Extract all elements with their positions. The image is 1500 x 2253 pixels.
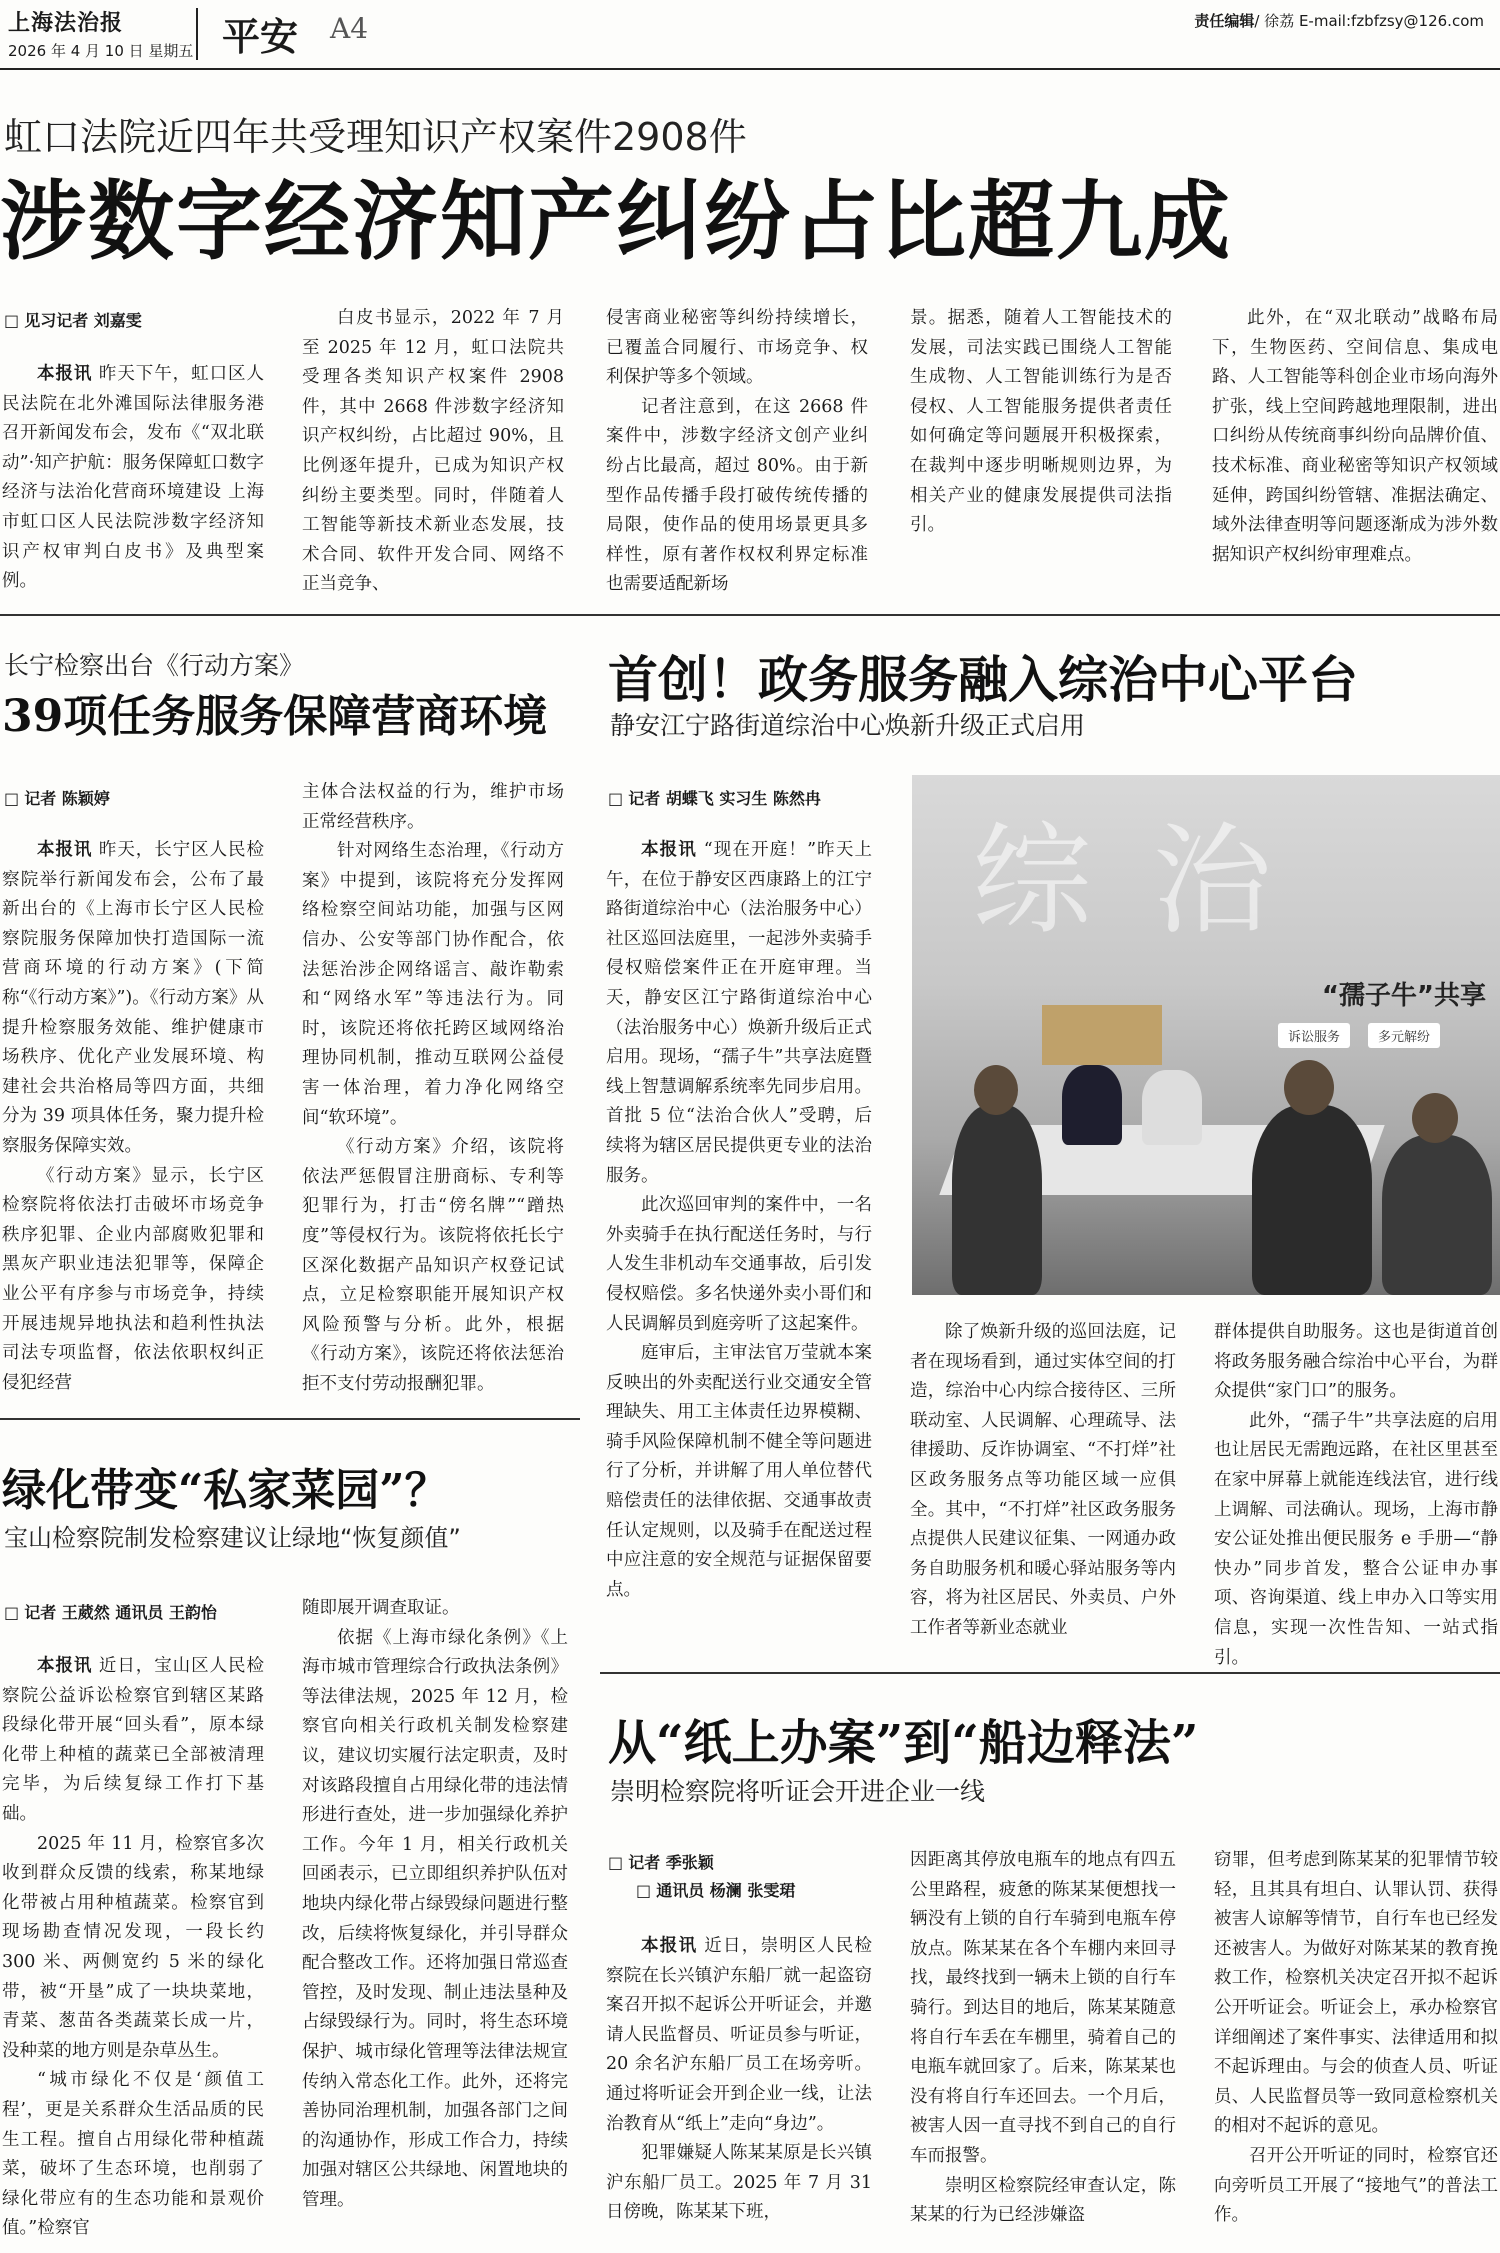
photo-person: [1382, 1135, 1492, 1295]
masthead-divider: [196, 8, 198, 60]
paragraph: 庭审后，主审法官万莹就本案反映出的外卖配送行业交通安全管理缺失、用工主体责任边界模糊、骑手风险保障机制不健全等问题进行了分析，并讲解了用人单位替代赔偿责任的法律依据、交通事故责任认定规则，以及骑手在配送过程中应注意的安全规范与证据保留要点。: [606, 1343, 872, 1600]
editor-label: 责任编辑: [1194, 12, 1255, 30]
article3-col1: [606, 836, 872, 1856]
paragraph: 崇明区检察院经审查认定，陈某某的行为已经涉嫌盗: [910, 2175, 1176, 2226]
issue-date: 2026 年 4 月 10 日 星期五: [8, 42, 194, 60]
photo-person: [952, 1105, 1042, 1295]
photo-person: [974, 1065, 1018, 1115]
paragraph: 因距离其停放电瓶车的地点有四五公里路程，疲惫的陈某某便想找一辆没有上锁的自行车骑到电瓶车停放点。陈某某在各个车棚内来回寻找，最终找到一辆未上锁的自行车骑行。到达目的地后，陈某某随意将自行车丢在车棚里，骑着自己的电瓶车就回家了。后来，陈某某也没有将自行车还回去。一个月后，被害人因一直寻找不到自己的自行车而报警。: [910, 1850, 1176, 2166]
article1-col4: [910, 304, 1172, 594]
paragraph: 昨天下午，虹口区人民法院在北外滩国际法律服务港召开新闻发布会，发布《“双北联动”·知产护航：服务保障虹口数字经济与法治化营商环境建设 上海市虹口区人民法院涉数字经济知识产权审判白皮书》及典型案例。: [2, 364, 264, 590]
editor-info: / 徐荔 E-mail:fzbfzsy@126.com: [1254, 12, 1484, 30]
newspaper-logo: 上海法治报: [8, 10, 124, 36]
photo-watermark: 综治: [972, 812, 1332, 951]
article1-headline: 涉数字经济知产纠纷占比超九成: [0, 171, 1232, 272]
paragraph: 《行动方案》显示，长宁区检察院将依法打击破坏市场竞争秩序犯罪、企业内部腐败犯罪和黑灰产职业违法犯罪等，保障企业公平有序参与市场竞争，持续开展违规异地执法和趋利性执法司法专项监督，依法依职权纠正侵犯经营: [2, 1165, 264, 1393]
section-rule: [0, 1418, 580, 1420]
article2-headline: 39项任务服务保障营商环境: [2, 691, 548, 742]
paragraph: 近日，宝山区人民检察院公益诉讼检察官到辖区某路段绿化带开展“回头看”，原本绿化带上种植的蔬菜已全部被清理完毕，为后续复绿工作打下基础。: [2, 1656, 264, 1824]
paragraph: “现在开庭！”昨天上午，在位于静安区西康路上的江宁路街道综治中心（法治服务中心）社区巡回法庭里，一起涉外卖骑手侵权赔偿案件正在开庭审理。当天，静安区江宁路街道综治中心（法治服务中心）焕新升级后正式启用。现场，“孺子牛”共享法庭暨线上智慧调解系统率先同步启用。首批 5 位“法治合伙人”受聘，后续将为辖区居民提供更专业的法治服务。: [606, 840, 872, 1186]
article2-kicker: 长宁检察出台《行动方案》: [4, 651, 305, 680]
lead-tag: 本报讯: [641, 840, 697, 860]
article4-headline: 绿化带变“私家菜园”？: [2, 1465, 449, 1516]
paragraph: 2025 年 11 月，检察官多次收到群众反馈的线索，称某地绿化带被占用种植蔬菜。检察官到现场勘查情况发现，一段长约 300 米、两侧宽约 5 米的绿化带，被“开垦”成了一块块菜地，青菜、葱苗各类蔬菜长成一片，没种菜的地方则是杂草丛生。: [2, 1833, 264, 2061]
article1-col5: [1212, 304, 1498, 594]
editor-credit: [1194, 10, 1484, 31]
photo-person: [1412, 1093, 1458, 1143]
section-name: 平安: [222, 15, 299, 59]
photo-person: [1252, 1105, 1372, 1295]
paragraph: 主体合法权益的行为，维护市场正常经营秩序。: [302, 782, 564, 832]
article5-headline: 从“纸上办案”到“船边释法”: [608, 1715, 1199, 1771]
paragraph: 召开公开听证的同时，检察官还向旁听员工开展了“接地气”的普法工作。: [1214, 2145, 1498, 2226]
lead-tag: 本报讯: [641, 1936, 698, 1956]
article5-byline-2: □ 通讯员 杨澜 张雯珺: [636, 1878, 795, 1901]
paragraph: 此外，“孺子牛”共享法庭的启用也让居民无需跑远路，在社区里甚至在家中屏幕上就能连线法官，进行线上调解、司法确认。现场，上海市静安公证处推出便民服务 e 手册—“静快办”同步首发，整合公证申办事项、咨询渠道、线上申办入口等实用信息，实现一次性告知、一站式指引。: [1214, 1410, 1498, 1668]
paragraph: 群体提供自助服务。这也是街道首创将政务服务融合综治中心平台，为群众提供“家门口”的服务。: [1214, 1322, 1498, 1402]
paragraph: 近日，崇明区人民检察院在长兴镇沪东船厂就一起盗窃案召开拟不起诉公开听证会，并邀请人民监督员、听证员参与听证，20 余名沪东船厂员工在场旁听。通过将听证会开到企业一线，让法治教育从“纸上”走向“身边”。: [606, 1936, 872, 2134]
section-rule: [600, 1672, 1500, 1674]
article5-col2: [910, 1846, 1176, 2250]
paragraph: 此次巡回审判的案件中，一名外卖骑手在执行配送任务时，与行人发生非机动车交通事故，后引发侵权赔偿。多名快递外卖小哥们和人民调解员到庭旁听了这起案件。: [606, 1195, 872, 1334]
article4-subhead: 宝山检察院制发检察建议让绿地“恢复颜值”: [4, 1524, 461, 1552]
lead-tag: 本报讯: [37, 840, 93, 860]
article5-subhead: 崇明检察院将听证会开进企业一线: [610, 1777, 986, 1806]
photo-tag: 多元解纷: [1368, 1023, 1440, 1048]
article1-kicker: 虹口法院近四年共受理知识产权案件2908件: [4, 115, 747, 159]
paragraph: 此外，在“双北联动”战略布局下，生物医药、空间信息、集成电路、人工智能等科创企业市场向海外扩张，线上空间跨越地理限制，进出口纠纷从传统商事纠纷向品牌价值、技术标准、商业秘密等知识产权领域延伸，跨国纠纷管辖、准据法确定、域外法律查明等问题逐渐成为涉外数据知识产权纠纷审理难点。: [1212, 308, 1498, 565]
page-number: A4: [330, 12, 369, 45]
article1-col2: [302, 304, 564, 594]
article3-byline: □ 记者 胡蝶飞 实习生 陈然冉: [608, 786, 821, 809]
paragraph: 窃罪，但考虑到陈某某的犯罪情节较轻，且其具有坦白、认罪认罚、获得被害人谅解等情节，自行车也已经发还被害人。为做好对陈某某的教育挽救工作，检察机关决定召开拟不起诉公开听证会。听证会上，承办检察官详细阐述了案件事实、法律适用和拟不起诉理由。与会的侦查人员、听证员、人民监督员等一致同意检察机关的相对不起诉的意见。: [1214, 1850, 1498, 2137]
paragraph: 记者注意到，在这 2668 件案件中，涉数字经济文创产业纠纷占比最高，超过 80%。由于新型作品传播手段打破传统传播的局限，使作品的使用场景更具多样性，原有著作权权利界定标准也需要适配新场: [606, 396, 868, 594]
news-photo: [912, 775, 1500, 1295]
photo-person: [1062, 1065, 1122, 1145]
photo-person: [1284, 1060, 1334, 1115]
section-rule: [0, 614, 1500, 616]
article4-col1: [2, 1652, 264, 2250]
article4-col2: [302, 1594, 568, 2250]
article5-byline: □ 记者 季张颖: [608, 1850, 714, 1873]
paragraph: 除了焕新升级的巡回法庭，记者在现场看到，通过实体空间的打造，综治中心内综合接待区、三所联动室、人民调解、心理疏导、法律援助、反诈协调室、“不打烊”社区政务服务点等功能区域一应俱全。其中，“不打烊”社区政务服务点提供人民建议征集、一网通办政务自助服务机和暖心驿站服务等内容，将为社区居民、外卖员、户外工作者等新业态就业: [910, 1322, 1176, 1638]
paragraph: 昨天，长宁区人民检察院举行新闻发布会，公布了最新出台的《上海市长宁区人民检察院服务保障加快打造国际一流营商环境的行动方案》(下简称“《行动方案》”)。《行动方案》从提升检察服务效能、维护健康市场秩序、优化产业发展环境、构建社会共治格局等四方面，共细分为 39 项具体任务，聚力提升检察服务保障实效。: [2, 840, 264, 1156]
paragraph: 犯罪嫌疑人陈某某原是长兴镇沪东船厂员工。2025 年 7 月 31 日傍晚，陈某某下班，: [606, 2143, 872, 2223]
lead-tag: 本报讯: [37, 1656, 93, 1676]
article5-col1: [606, 1932, 872, 2250]
paragraph: 白皮书显示，2022 年 7 月至 2025 年 12 月，虹口法院共受理各类知识产权案件 2908 件，其中 2668 件涉数字经济知识产权纠纷，占比超过 90%，且比例逐年提升，已成为知识产权纠纷主要类型。同时，伴随着人工智能等新技术新业态发展，技术合同、软件开发合同、网络不正当竞争、: [302, 308, 564, 594]
article2-col1: [2, 836, 264, 1406]
paragraph: 针对网络生态治理，《行动方案》中提到，该院将充分发挥网络检察空间站功能，加强与区网信办、公安等部门协作配合，依法惩治涉企网络谣言、敲诈勒索和“网络水军”等违法行为。同时，该院还将依托跨区域网络治理协同机制，推动互联网公益侵害一体治理，着力净化网络空间“软环境”。: [302, 841, 564, 1128]
article5-col3: [1214, 1846, 1498, 2250]
paragraph: 依据《上海市绿化条例》《上海市城市管理综合行政执法条例》等法律法规，2025 年 12 月，检察官向相关行政机关制发检察建议，建议切实履行法定职责，及时对该路段擅自占用绿化带的违法情形进行查处，进一步加强绿化养护工作。今年 1 月，相关行政机关回函表示，已立即组织养护队伍对地块内绿化带占绿毁绿问题进行整改，后续将恢复绿化，并引导群众配合整改工作。还将加强日常巡查管控，及时发现、制止违法垦种及占绿毁绿行为。同时，将生态环境保护、城市绿化管理等法律法规宣传纳入常态化工作。此外，还将完善协同治理机制，加强各部门之间的沟通协作，形成工作合力，持续加强对辖区公共绿地、闲置地块的管理。: [302, 1627, 568, 2210]
photo-bench: [1042, 1005, 1162, 1065]
lead-tag: 本报讯: [37, 364, 93, 384]
article4-byline: □ 记者 王葳然 通讯员 王韵怡: [4, 1600, 217, 1623]
article2-byline: □ 记者 陈颖婷: [4, 786, 110, 809]
paragraph: 景。据悉，随着人工智能技术的发展，司法实践已围绕人工智能生成物、人工智能训练行为是否侵权、人工智能服务提供者责任如何确定等问题展开积极探索，在裁判中逐步明晰规则边界，为相关产业的健康发展提供司法指引。: [910, 308, 1172, 536]
article3-col3: [1214, 1318, 1498, 1856]
article1-col3: [606, 304, 868, 594]
photo-tag: 诉讼服务: [1278, 1023, 1350, 1048]
photo-person: [1142, 1070, 1202, 1145]
article1-byline: □ 见习记者 刘嘉雯: [4, 308, 142, 331]
article2-col2: [302, 778, 564, 1406]
paragraph: “城市绿化不仅是‘颜值工程’，更是关系群众生活品质的民生工程。擅自占用绿化带种植蔬菜，破坏了生态环境，也削弱了绿化带应有的生态功能和景观价值。”检察官: [2, 2070, 264, 2239]
masthead-rule: [0, 68, 1500, 70]
paragraph: 《行动方案》介绍，该院将依法严惩假冒注册商标、专利等犯罪行为，打击“傍名牌”“蹭热度”等侵权行为。该院将依托长宁区深化数据产品知识产权登记试点，立足检察职能开展知识产权风险预警与分析。此外，根据《行动方案》，该院还将依法惩治拒不支付劳动报酬犯罪。: [302, 1137, 564, 1394]
photo-sign: “孺子牛”共享: [1321, 981, 1486, 1011]
paragraph: 侵害商业秘密等纠纷持续增长，已覆盖合同履行、市场竞争、权利保护等多个领域。: [606, 308, 868, 388]
paragraph: 随即展开调查取证。: [302, 1598, 460, 1618]
article3-headline: 首创！政务服务融入综治中心平台: [608, 650, 1358, 709]
article1-col1: [2, 360, 264, 590]
article3-subhead: 静安江宁路街道综治中心焕新升级正式启用: [610, 711, 1086, 740]
